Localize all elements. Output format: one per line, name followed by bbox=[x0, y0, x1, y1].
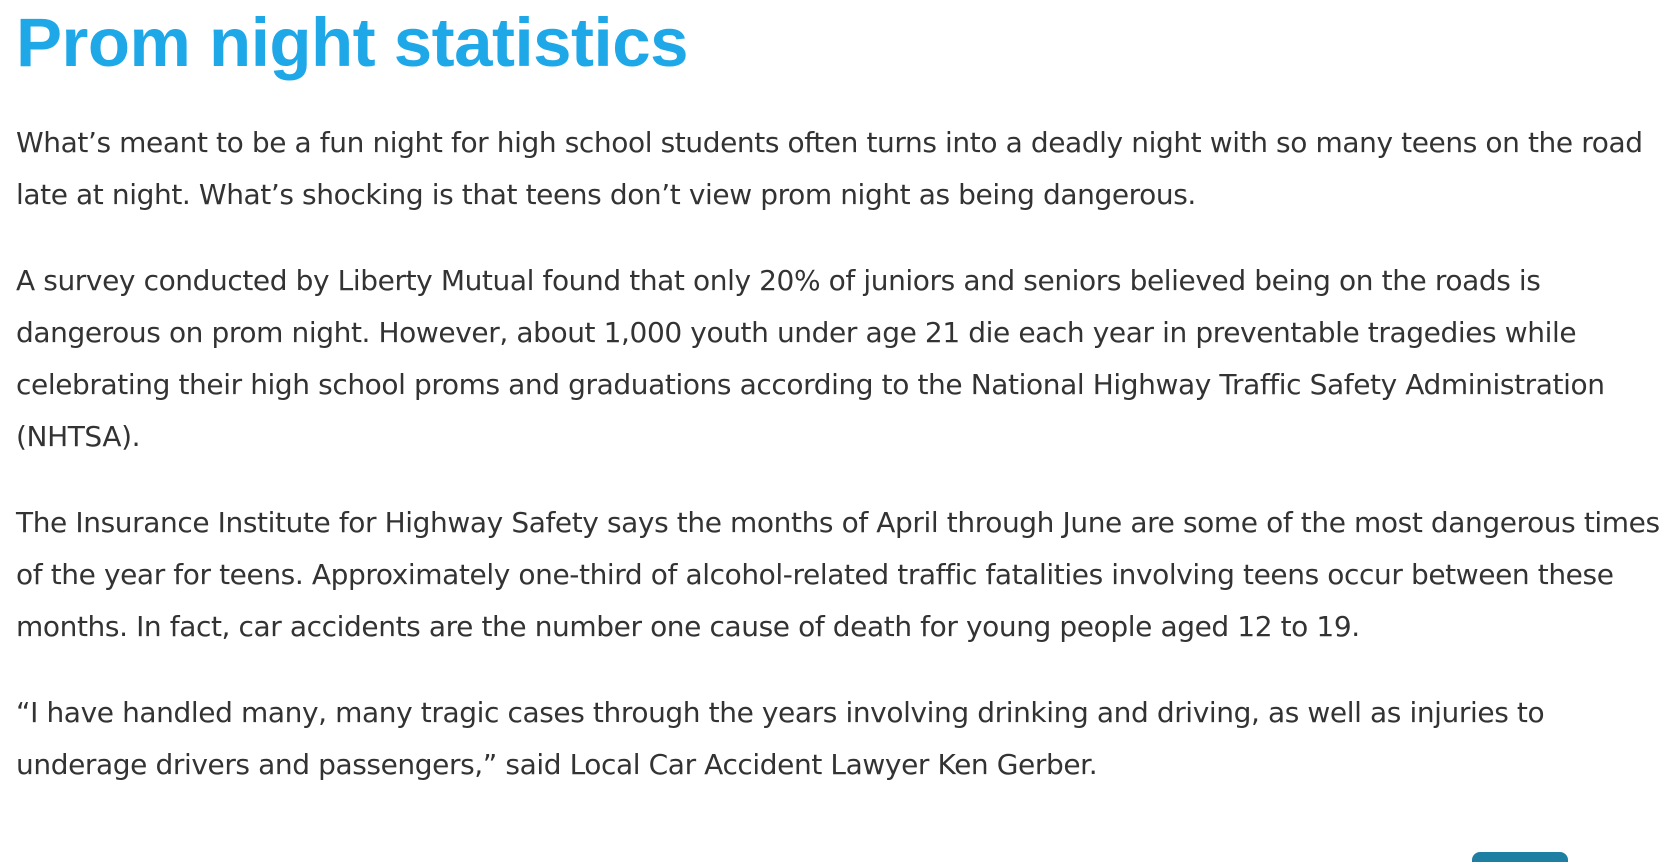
article-section bbox=[16, 0, 1666, 791]
paragraph-intro: What’s meant to be a fun night for high school students often turns into a deadly night with so many teens on the road late at night. What’s shocking is that teens don’t view prom night as being dangerous. bbox=[16, 126, 1643, 211]
paragraph-iihs: The Insurance Institute for Highway Safety says the months of April through June are some of the most dangerous times of the year for teens. Approximately one-third of alcohol-related traffic fatalities involving teens occur between these months. In fact, car accidents are the number one cause of death for young people aged 12 to 19. bbox=[16, 506, 1660, 643]
paragraph-survey: A survey conducted by Liberty Mutual found that only 20% of juniors and seniors believed being on the roads is dangerous on prom night. However, about 1,000 youth under age 21 die each year in preventable tragedies while celebrating their high school proms and graduations according to the National Highway Traffic Safety Administration (NHTSA). bbox=[16, 264, 1605, 453]
paragraph-quote: “I have handled many, many tragic cases through the years involving drinking and driving, as well as injuries to underage drivers and passengers,” said Local Car Accident Lawyer Ken Gerber. bbox=[16, 696, 1545, 781]
page-title: Prom night statistics bbox=[16, 4, 688, 81]
floating-tab-button[interactable] bbox=[1472, 852, 1568, 862]
